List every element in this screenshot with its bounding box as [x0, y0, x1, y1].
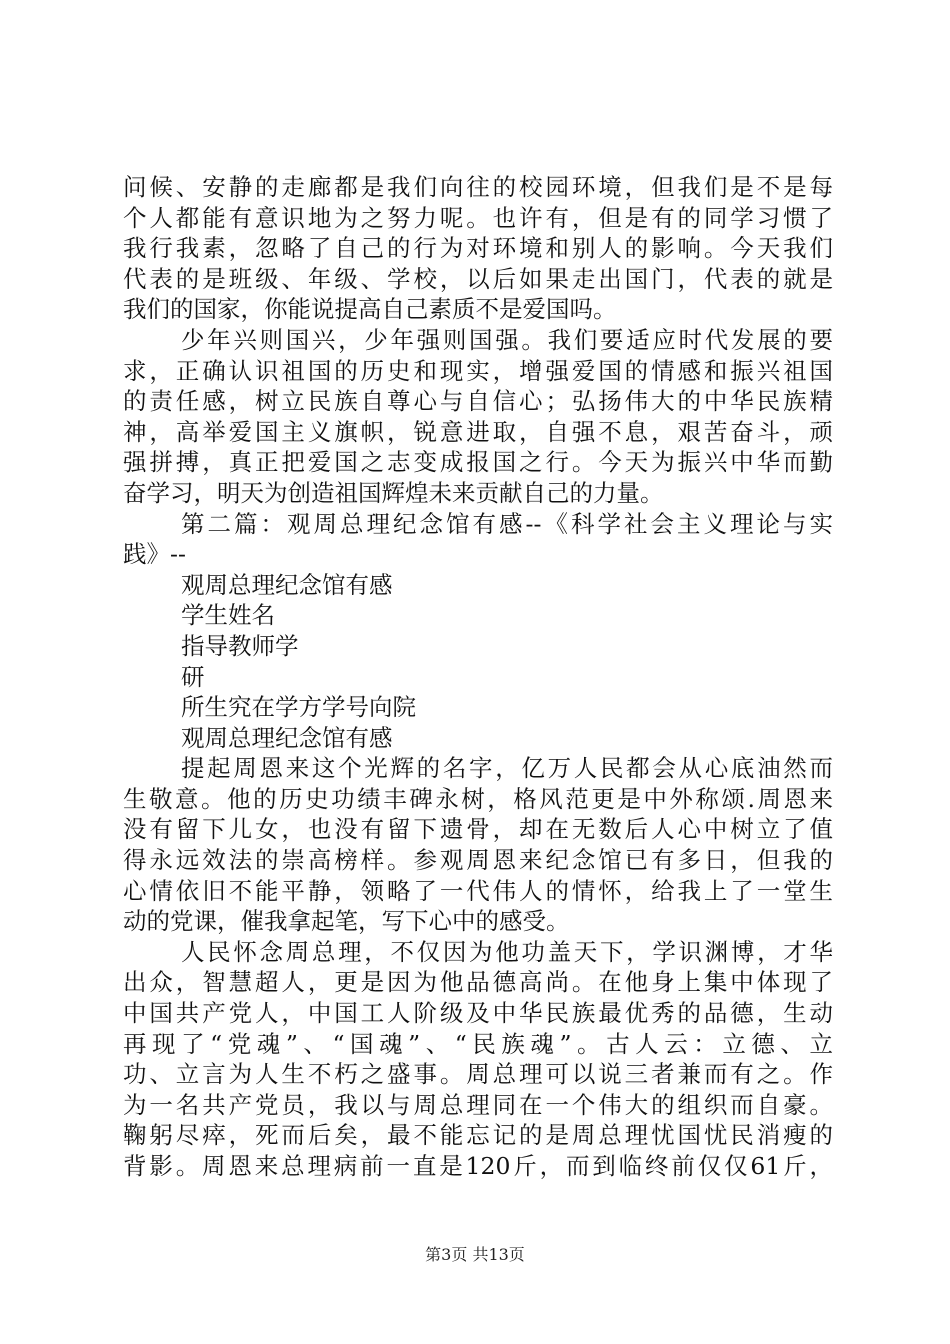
- text-line: 心情依旧不能平静，领略了一代伟人的情怀，给我上了一堂生: [123, 876, 833, 905]
- text-line: 鞠躬尽瘁，死而后矣，最不能忘记的是周总理忧国忧民消瘦的: [123, 1121, 833, 1150]
- text-line: 强拼搏，真正把爱国之志变成报国之行。今天为振兴中华而勤: [123, 448, 833, 477]
- text-line: 个人都能有意识地为之努力呢。也许有，但是有的同学习惯了: [123, 203, 833, 232]
- text-line: 提起周恩来这个光辉的名字，亿万人民都会从心底油然而: [181, 754, 833, 783]
- text-line: 动的党课，催我拿起笔，写下心中的感受。: [123, 907, 570, 936]
- text-line: 观周总理纪念馆有感: [181, 723, 393, 752]
- text-line: 代表的是班级、年级、学校，以后如果走出国门，代表的就是: [123, 264, 833, 293]
- text-line: 我们的国家，你能说提高自己素质不是爱国吗。: [123, 295, 617, 324]
- text-line: 出众，智慧超人，更是因为他品德高尚。在他身上集中体现了: [123, 968, 833, 997]
- text-line: 得永远效法的崇高榜样。参观周恩来纪念馆已有多日，但我的: [123, 846, 833, 875]
- text-line: 践》--: [123, 540, 186, 569]
- text-line: 问候、安静的走廊都是我们向往的校园环境，但我们是不是每: [123, 173, 833, 201]
- text-line: 学生姓名: [181, 601, 275, 630]
- document-body: [123, 172, 833, 1182]
- text-line: 神，高举爱国主义旗帜，锐意进取，自强不息，艰苦奋斗，顽: [123, 417, 833, 446]
- text-line: 第二篇：观周总理纪念馆有感--《科学社会主义理论与实: [181, 509, 833, 538]
- text-line: 的责任感，树立民族自尊心与自信心；弘扬伟大的中华民族精: [123, 387, 833, 416]
- text-line: 观周总理纪念馆有感: [181, 570, 393, 599]
- text-line: 背影。周恩来总理病前一直是120斤，而到临终前仅仅61斤，: [123, 1152, 833, 1180]
- text-line: 指导教师学: [181, 631, 299, 660]
- text-line: 生敬意。他的历史功绩丰碑永树，格风范更是中外称颂.周恩来: [123, 784, 833, 813]
- text-line: 奋学习，明天为创造祖国辉煌未来贡献自己的力量。: [123, 478, 664, 507]
- text-line: 我行我素，忽略了自己的行为对环境和别人的影响。今天我们: [123, 234, 833, 263]
- text-line: 求，正确认识祖国的历史和现实，增强爱国的情感和振兴祖国: [123, 356, 833, 385]
- text-line: 研: [181, 662, 205, 691]
- text-line: 中国共产党人，中国工人阶级及中华民族最优秀的品德，生动: [123, 999, 833, 1028]
- page-footer: 第3页 共13页: [425, 1245, 525, 1264]
- text-line: 没有留下儿女，也没有留下遗骨，却在无数后人心中树立了值: [123, 815, 833, 844]
- text-line: 所生究在学方学号向院: [181, 693, 416, 722]
- text-line: 再现了“党魂”、“国魂”、“民族魂”。古人云：立德、立: [123, 1029, 833, 1058]
- text-line: 人民怀念周总理，不仅因为他功盖天下，学识渊博，才华: [181, 937, 833, 966]
- text-line: 为一名共产党员，我以与周总理同在一个伟大的组织而自豪。: [123, 1090, 833, 1119]
- text-line: 少年兴则国兴，少年强则国强。我们要适应时代发展的要: [181, 325, 833, 354]
- text-line: 功、立言为人生不朽之盛事。周总理可以说三者兼而有之。作: [123, 1060, 833, 1089]
